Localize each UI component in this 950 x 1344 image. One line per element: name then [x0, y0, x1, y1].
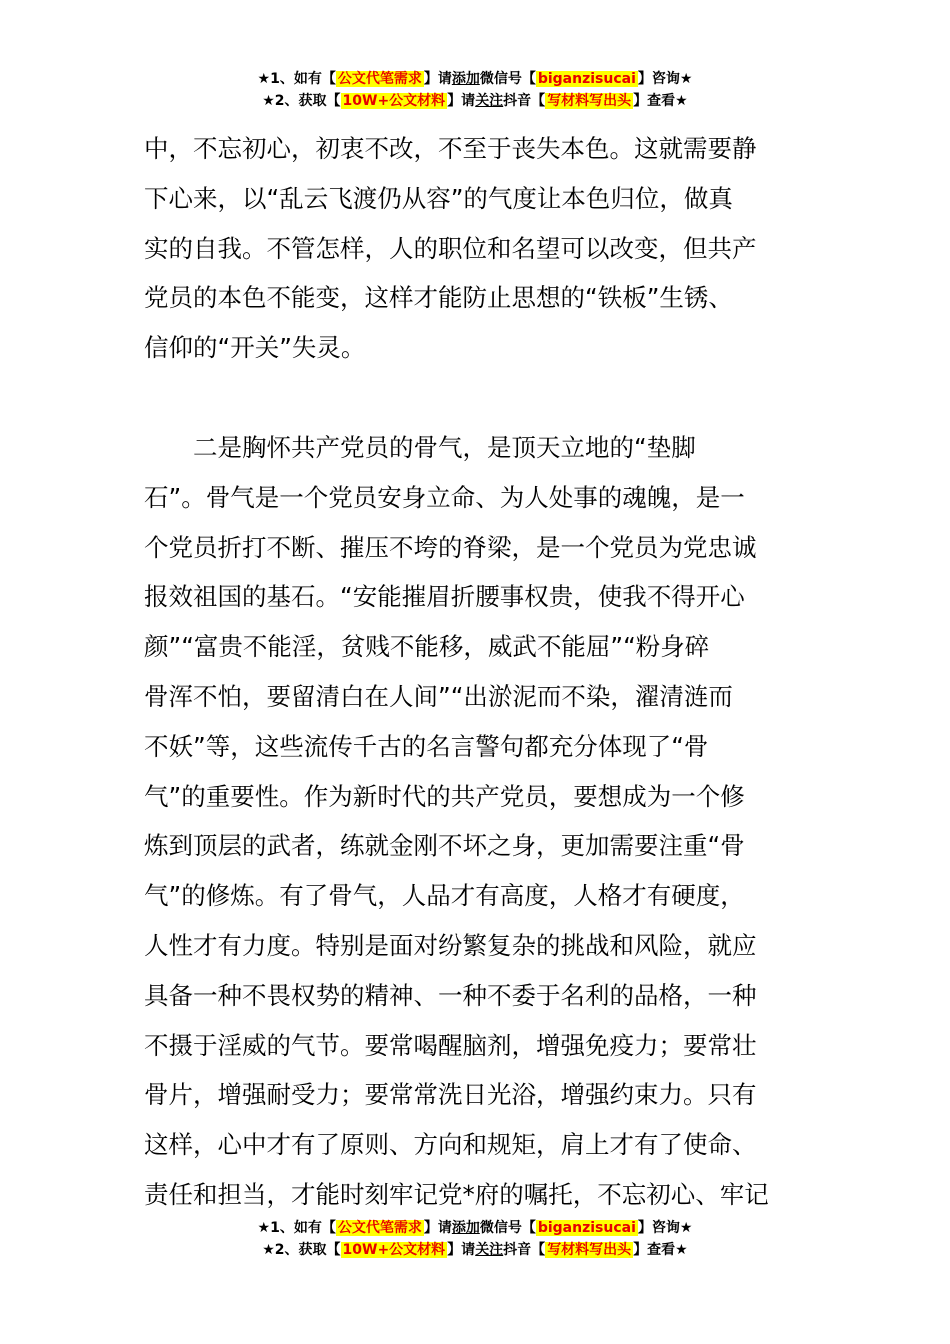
text-line: 中，不忘初心，初衷不改，不至于丧失本色。这就需要静: [144, 134, 757, 163]
text-line: 石”。骨气是一个党员安身立命、为人处事的魂魄，是一: [144, 482, 745, 512]
banner-highlight: biganzisucai: [537, 71, 636, 87]
document-body: [144, 124, 808, 1220]
banner-text: 】请: [447, 1242, 476, 1258]
text-line: 具备一种不畏权势的精神、一种不委于名利的品格，一种: [144, 980, 757, 1010]
banner-highlight: 写材料写出头: [547, 1242, 632, 1258]
banner-text: 抖音【: [503, 1242, 546, 1258]
banner-highlight: 公文代笔需求: [337, 1220, 422, 1236]
paragraph-1: [144, 124, 808, 373]
text-line: 不摄于淫威的气节。要常喝醒脑剂，增强免疫力；要常壮: [144, 1030, 757, 1060]
text-line: 这样，心中才有了原则、方向和规矩，肩上才有了使命、: [144, 1130, 757, 1160]
footer-banner: [0, 1217, 950, 1261]
banner-highlight: biganzisucai: [537, 1220, 636, 1236]
banner-highlight: 写材料写出头: [547, 93, 632, 109]
banner-text: ★2、获取【: [262, 93, 341, 109]
header-banner: [0, 68, 950, 112]
banner-underlined: 关注: [475, 93, 504, 109]
banner-line-2: [0, 90, 950, 112]
text-line: 骨浑不怕，要留清白在人间”“出淤泥而不染，濯清涟而: [144, 681, 733, 711]
banner-text: 】请: [447, 93, 476, 109]
text-line: 不妖”等，这些流传千古的名言警句都充分体现了“骨: [144, 731, 709, 761]
text-line: 信仰的“开关”失灵。: [144, 333, 366, 363]
banner-underlined: 关注: [475, 1242, 504, 1258]
text-line: 炼到顶层的武者，练就金刚不坏之身，更加需要注重“骨: [144, 831, 745, 861]
banner-text: 】请: [423, 71, 452, 87]
banner-text: 】查看★: [633, 1242, 688, 1258]
text-line: 下心来，以“乱云飞渡仍从容”的气度让本色归位，做真: [144, 183, 733, 213]
banner-line-2: [0, 1239, 950, 1261]
banner-line-1: [0, 1217, 950, 1239]
text-line: 颜”“富贵不能淫，贫贱不能移，威武不能屈”“粉身碎: [144, 632, 710, 662]
text-line: 二是胸怀共产党员的骨气，是顶天立地的“垫脚: [144, 432, 696, 462]
banner-text: 】查看★: [633, 93, 688, 109]
text-line: 人性才有力度。特别是面对纷繁复杂的挑战和风险，就应: [144, 930, 757, 960]
text-line: 气”的修炼。有了骨气，人品才有高度，人格才有硬度，: [144, 881, 745, 911]
banner-line-1: [0, 68, 950, 90]
text-line: 骨片，增强耐受力；要常常洗日光浴，增强约束力。只有: [144, 1080, 757, 1110]
text-line: 责任和担当，才能时刻牢记党*府的嘱托，不忘初心、牢记: [144, 1179, 769, 1209]
banner-text: 】咨询★: [637, 71, 693, 87]
paragraph-2: [144, 423, 808, 1220]
text-line: 党员的本色不能变，这样才能防止思想的“铁板”生锈、: [144, 283, 733, 313]
banner-underlined: 添加: [451, 71, 480, 87]
banner-text: ★1、如有【: [257, 71, 336, 87]
text-line: 实的自我。不管怎样，人的职位和名望可以改变，但共产: [144, 233, 757, 263]
banner-text: ★1、如有【: [257, 1220, 336, 1236]
banner-text: 微信号【: [479, 1220, 536, 1236]
banner-highlight: 公文代笔需求: [337, 71, 422, 87]
text-line: 气”的重要性。作为新时代的共产党员，要想成为一个修: [144, 781, 745, 811]
banner-text: 微信号【: [479, 71, 536, 87]
text-line: 个党员折打不断、摧压不垮的脊梁，是一个党员为党忠诚: [144, 532, 757, 562]
paragraph-spacer: [144, 373, 808, 423]
banner-text: 抖音【: [503, 93, 546, 109]
banner-underlined: 添加: [451, 1220, 480, 1236]
banner-highlight: 10W+公文材料: [342, 1242, 446, 1258]
text-line: 报效祖国的基石。“安能摧眉折腰事权贵，使我不得开心: [144, 582, 745, 612]
banner-highlight: 10W+公文材料: [342, 93, 446, 109]
banner-text: 】请: [423, 1220, 452, 1236]
banner-text: ★2、获取【: [262, 1242, 341, 1258]
banner-text: 】咨询★: [637, 1220, 693, 1236]
